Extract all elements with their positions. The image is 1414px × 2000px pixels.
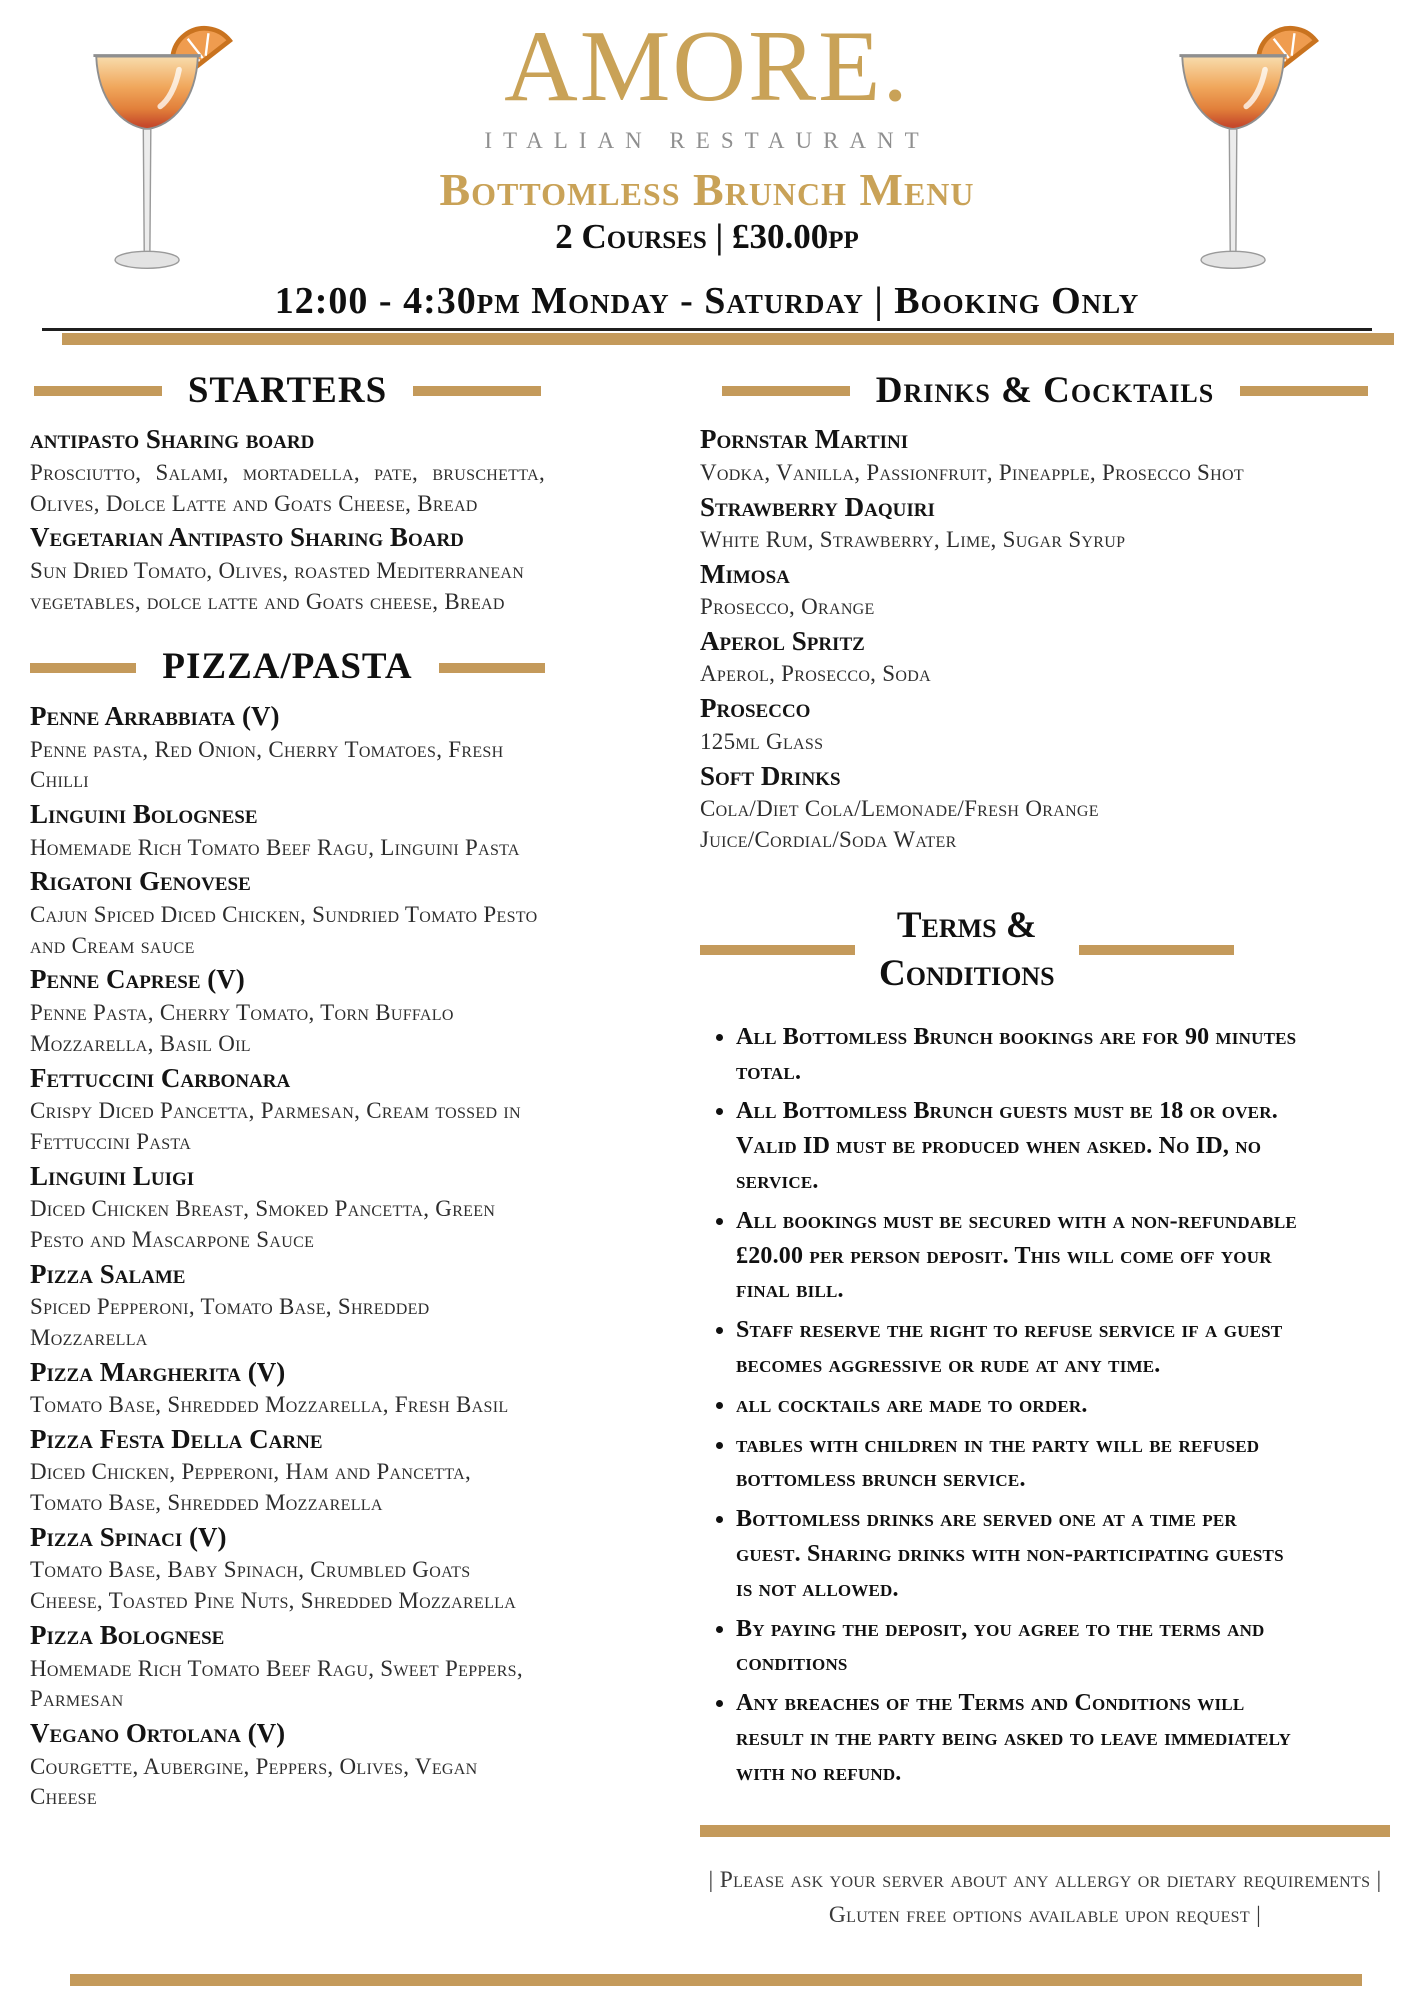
footer-divider-rule xyxy=(700,1825,1390,1837)
drinks-section-header xyxy=(700,371,1390,412)
item-description: White Rum, Strawberry, Lime, Sugar Syrup xyxy=(700,526,1126,552)
menu-item xyxy=(700,623,1390,690)
item-name: Strawberry Daquiri xyxy=(700,491,935,522)
terms-bullet: • All bookings must be secured with a non-refundable £20.00 per person deposit. This will come off your final bill. xyxy=(736,1204,1300,1308)
hours-underline-rule xyxy=(42,328,1372,331)
menu-item xyxy=(700,489,1390,556)
item-name: Aperol Spritz xyxy=(700,626,865,657)
gold-dash xyxy=(30,663,136,673)
item-description: Penne pasta, Red Onion, Cherry Tomatoes, Fresh Chilli xyxy=(30,736,504,793)
terms-title-line2: Conditions xyxy=(879,952,1055,994)
menu-item xyxy=(30,1617,545,1715)
price-line: 2 Courses | £30.00pp xyxy=(555,217,859,257)
menu-item xyxy=(30,1421,545,1519)
item-description: Homemade Rich Tomato Beef Ragu, Linguini Pasta xyxy=(30,834,520,860)
menu-item xyxy=(30,1158,545,1256)
item-description: 125ml Glass xyxy=(700,728,824,754)
menu-item xyxy=(30,1060,545,1158)
item-name: Pizza Bolognese xyxy=(30,1620,225,1651)
menu-item xyxy=(30,698,545,796)
item-name: Fettuccini Carbonara xyxy=(30,1062,291,1093)
item-description: Courgette, Aubergine, Peppers, Olives, Vegan Cheese xyxy=(30,1753,478,1810)
menu-columns xyxy=(0,371,1414,1933)
top-gold-rule xyxy=(62,333,1394,345)
terms-bullet-list xyxy=(700,1020,1300,1791)
terms-bullet: • All Bottomless Brunch bookings are for 90 minutes total. xyxy=(736,1020,1300,1090)
bottom-gold-rule xyxy=(70,1974,1362,1986)
menu-item xyxy=(700,556,1390,623)
left-column xyxy=(30,371,545,1814)
item-name: Pizza Salame xyxy=(30,1258,186,1289)
item-description: Cola/Diet Cola/Lemonade/Fresh Orange Juice/Cordial/Soda Water xyxy=(700,795,1099,852)
menu-item xyxy=(30,796,545,863)
item-description: Prosecco, Orange xyxy=(700,594,875,620)
gold-dash xyxy=(413,386,541,396)
terms-bullet: • tables with children in the party will be refused bottomless brunch service. xyxy=(736,1428,1300,1498)
item-description: Tomato Base, Baby Spinach, Crumbled Goats Cheese, Toasted Pine Nuts, Shredded Mozzarella xyxy=(30,1557,517,1614)
restaurant-logo: AMORE. xyxy=(504,10,910,123)
item-name: Penne Caprese (V) xyxy=(30,964,245,995)
terms-title-line1: Terms & xyxy=(896,904,1037,946)
cocktail-glass-icon xyxy=(1170,12,1330,278)
cocktail-glass-icon xyxy=(84,12,244,278)
item-description: Prosciutto, Salami, mortadella, pate, bruschetta, Olives, Dolce Latte and Goats Cheese, Bread xyxy=(30,459,545,516)
gold-dash xyxy=(1079,945,1234,955)
terms-bullet: • Any breaches of the Terms and Conditions will result in the party being asked to leave immediately with no refund. xyxy=(736,1686,1300,1790)
item-name: Penne Arrabbiata (V) xyxy=(30,701,280,732)
item-name: Pizza Spinaci (V) xyxy=(30,1522,227,1553)
pizza-pasta-section xyxy=(30,647,545,1813)
starters-section-header xyxy=(30,371,545,412)
hours-line: 12:00 - 4:30pm Monday - Saturday | Booking Only xyxy=(274,279,1140,322)
menu-item xyxy=(30,1715,545,1813)
item-description: Spiced Pepperoni, Tomato Base, Shredded Mozzarella xyxy=(30,1294,430,1350)
section-title-starters: STARTERS xyxy=(187,369,388,411)
allergy-footer-note: | Please ask your server about any allergy or dietary requirements | Gluten free options available upon request | xyxy=(708,1866,1382,1928)
item-name: antipasto Sharing board xyxy=(30,424,315,455)
menu-title: Bottomless Brunch Menu xyxy=(439,164,975,215)
item-description: Diced Chicken, Pepperoni, Ham and Pancetta, Tomato Base, Shredded Mozzarella xyxy=(30,1459,472,1516)
item-description: Homemade Rich Tomato Beef Ragu, Sweet Peppers, Parmesan xyxy=(30,1655,523,1712)
menu-item xyxy=(30,421,545,519)
menu-item xyxy=(30,1354,545,1421)
menu-item xyxy=(700,690,1390,757)
item-name: Pizza Margherita (V) xyxy=(30,1356,286,1387)
item-name: Pizza Festa Della Carne xyxy=(30,1423,323,1454)
terms-bullet: • Bottomless drinks are served one at a time per guest. Sharing drinks with non-participating guests is not allowed. xyxy=(736,1502,1300,1606)
section-title-drinks: Drinks & Cocktails xyxy=(875,369,1215,411)
menu-item xyxy=(700,758,1390,856)
item-description: Aperol, Prosecco, Soda xyxy=(700,661,931,687)
item-name: Rigatoni Genovese xyxy=(30,866,251,897)
item-description: Sun Dried Tomato, Olives, roasted Mediterranean vegetables, dolce latte and Goats cheese, Bread xyxy=(30,557,525,614)
pizza-pasta-section-header xyxy=(30,647,545,688)
terms-section-header xyxy=(700,902,1390,998)
terms-bullet: • By paying the deposit, you agree to the terms and conditions xyxy=(736,1612,1300,1682)
drinks-items xyxy=(700,421,1390,855)
item-description: Diced Chicken Breast, Smoked Pancetta, Green Pesto and Mascarpone Sauce xyxy=(30,1196,496,1252)
gold-dash xyxy=(700,945,855,955)
gold-dash xyxy=(1240,386,1368,396)
item-name: Mimosa xyxy=(700,558,790,589)
menu-item xyxy=(30,1256,545,1354)
item-description: Cajun Spiced Diced Chicken, Sundried Tomato Pesto and Cream sauce xyxy=(30,901,538,958)
restaurant-tagline: ITALIAN RESTAURANT xyxy=(484,128,930,153)
item-name: Vegano Ortolana (V) xyxy=(30,1718,286,1749)
section-title-pizza-pasta: PIZZA/PASTA xyxy=(162,646,413,688)
item-description: Tomato Base, Shredded Mozzarella, Fresh Basil xyxy=(30,1392,509,1418)
terms-bullet: • Staff reserve the right to refuse service if a guest becomes aggressive or rude at any time. xyxy=(736,1313,1300,1383)
terms-bullet: • All Bottomless Brunch guests must be 18 or over. Valid ID must be produced when asked. No ID, no service. xyxy=(736,1094,1300,1198)
item-name: Linguini Luigi xyxy=(30,1160,195,1191)
item-description: Crispy Diced Pancetta, Parmesan, Cream tossed in Fettuccini Pasta xyxy=(30,1097,521,1154)
item-description: Vodka, Vanilla, Passionfruit, Pineapple, Prosecco Shot xyxy=(700,459,1244,485)
item-name: Pornstar Martini xyxy=(700,424,909,455)
item-description: Penne Pasta, Cherry Tomato, Torn Buffalo Mozzarella, Basil Oil xyxy=(30,999,454,1056)
menu-item xyxy=(30,519,545,617)
item-name: Vegetarian Antipasto Sharing Board xyxy=(30,522,464,553)
menu-item xyxy=(700,421,1390,488)
gold-dash xyxy=(439,663,545,673)
gold-dash xyxy=(34,386,162,396)
item-name: Linguini Bolognese xyxy=(30,799,258,830)
item-name: Prosecco xyxy=(700,693,811,724)
menu-item xyxy=(30,961,545,1059)
menu-item xyxy=(30,1519,545,1617)
right-column xyxy=(585,371,1390,1933)
section-title-terms xyxy=(879,902,1055,998)
menu-item xyxy=(30,863,545,961)
terms-bullet: • all cocktails are made to order. xyxy=(736,1388,1300,1423)
item-name: Soft Drinks xyxy=(700,760,841,791)
gold-dash xyxy=(722,386,850,396)
